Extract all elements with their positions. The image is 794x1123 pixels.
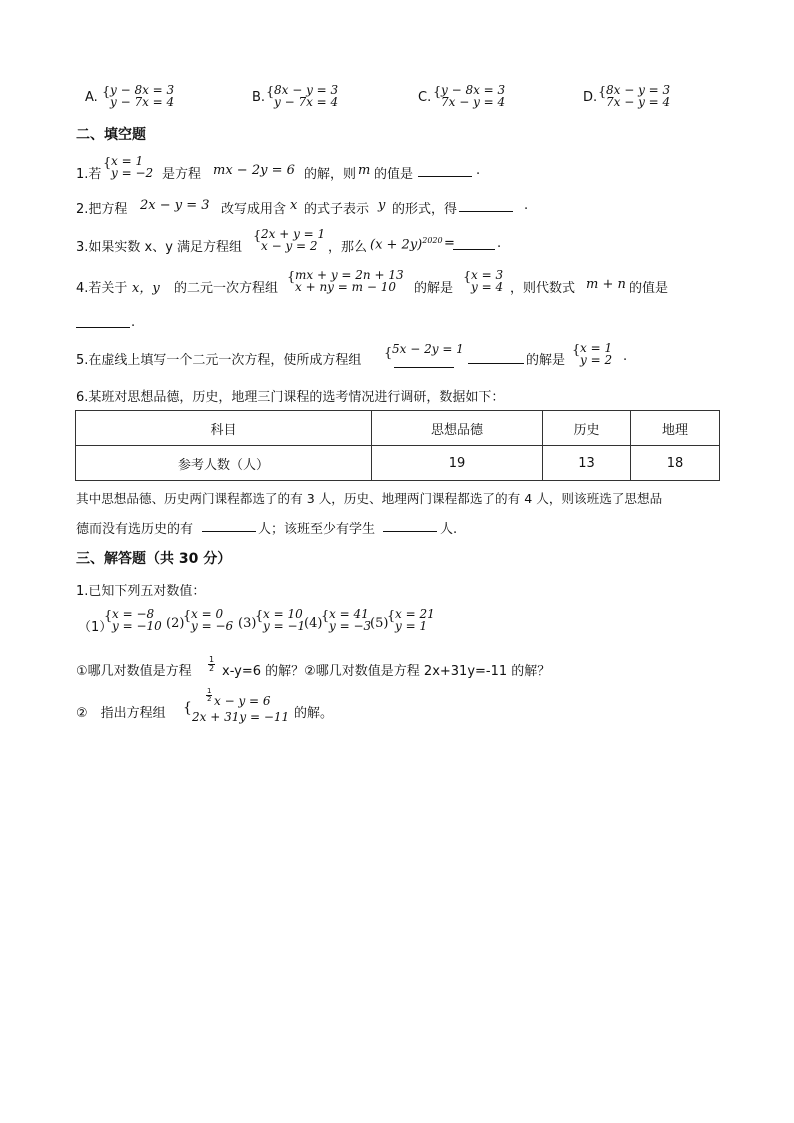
brace-icon: { — [102, 85, 111, 100]
brace-icon: { — [598, 85, 607, 100]
brace-icon: { — [384, 346, 393, 361]
brace-icon: { — [463, 270, 472, 285]
sub-question-2: ② 指出方程组 { $\frac{1}{2}$ x − y = 6 2x + 31y = −11 的解。 — [76, 687, 334, 724]
brace-icon: { — [266, 85, 275, 100]
pair-1: { x = −8 y = −10 — [104, 607, 162, 633]
brace-icon: { — [387, 609, 396, 624]
table-cell: 参考人数（人） — [76, 446, 372, 481]
option-c-system: { y − 8x = 3 7x − y = 4 — [433, 83, 506, 109]
brace-icon: { — [183, 700, 192, 716]
pair-3: { x = 10 y = −1 — [255, 607, 306, 633]
option-a-system: { y − 8x = 3 y − 7x = 4 — [102, 83, 175, 109]
section-heading-fill-in: 二、填空题 — [76, 127, 146, 143]
brace-icon: { — [255, 609, 264, 624]
q4-system: { mx + y = 2n + 13 x + ny = m − 10 — [287, 268, 404, 294]
brace-icon: { — [253, 229, 262, 244]
option-b-system: { 8x − y = 3 y − 7x = 4 — [266, 83, 339, 109]
brace-icon: { — [183, 609, 192, 624]
question-2-6: 6.某班对思想品德，历史，地理三门课程的选考情况进行调研，数据如下： — [76, 390, 505, 405]
pair-5: { x = 21 y = 1 — [387, 607, 435, 633]
option-a-letter: A. — [85, 90, 98, 105]
answer-blank[interactable] — [76, 314, 130, 328]
question-2-6-text-1: 其中思想品德、历史两门课程都选了的有 3 人，历史、地理两门课程都选了的有 4 人，则该班选了思想品 — [76, 491, 663, 506]
pair-2: { x = 0 y = −6 — [183, 607, 234, 633]
answer-blank[interactable] — [459, 198, 513, 212]
question-2-2: 2.把方程 2x − y = 3 改写成用含 x 的式子表示 y 的形式，得 . — [76, 198, 529, 217]
pair-4: { x = 41 y = −3 — [321, 607, 372, 633]
table-cell: 18 — [631, 446, 720, 481]
answer-blank[interactable] — [418, 163, 472, 177]
brace-icon: { — [103, 156, 112, 171]
question-2-1: 1.若 { x = 1 y = −2 是方程 mx − 2y = 6 的解，则 m 的值是 . — [76, 154, 481, 182]
brace-icon: { — [433, 85, 442, 100]
answer-blank[interactable] — [468, 350, 524, 364]
answer-blank[interactable] — [202, 518, 256, 532]
question-2-6-text-2: 德而没有选历史的有 人；该班至少有学生 人. — [76, 518, 716, 536]
table-cell: 19 — [372, 446, 543, 481]
fraction: $\frac{1}{2}$ — [209, 655, 215, 673]
table-cell: 思想品德 — [372, 411, 543, 446]
fraction: $\frac{1}{2}$ — [207, 687, 212, 703]
sub-question-1: ①哪几对数值是方程 $\frac{1}{2}$ x-y=6 的解？②哪几对数值是方程 2x+31y=-11 的解？ — [76, 655, 551, 679]
option-c-letter: C. — [418, 90, 432, 105]
brace-icon: { — [321, 609, 330, 624]
option-d-letter: D. — [583, 90, 598, 105]
brace-icon: { — [287, 270, 296, 285]
answer-blank-dashed[interactable] — [394, 354, 454, 368]
table-cell: 科目 — [76, 411, 372, 446]
brace-icon: { — [104, 609, 113, 624]
value-pairs: （1） { x = −8 y = −10 (2) { x = 0 y = −6 (3) { x = 10 y = −1 (4) { x = 41 y = −3 (5) { x = 21 y = 1 — [78, 607, 435, 635]
question-3-1: 1.已知下列五对数值： — [76, 584, 206, 599]
q1-system: { x = 1 y = −2 — [103, 154, 154, 180]
survey-table — [75, 410, 720, 481]
q3-expression: $(x + 2y)^{2020}$ — [370, 236, 443, 253]
table-row — [76, 446, 720, 481]
question-2-4: 4.若关于 x，y 的二元一次方程组 { mx + y = 2n + 13 x + ny = m − 10 的解是 { x = 3 y = 4 ，则代数式 m + n 的值是 — [76, 268, 669, 296]
answer-blank[interactable] — [383, 518, 437, 532]
brace-icon: { — [572, 343, 581, 358]
option-b-letter: B. — [252, 90, 266, 105]
table-cell: 地理 — [631, 411, 720, 446]
option-d-system: { 8x − y = 3 7x − y = 4 — [598, 83, 671, 109]
answer-blank[interactable] — [453, 236, 495, 250]
table-header-row — [76, 411, 720, 446]
document-page: A. { y − 8x = 3 y − 7x = 4 B. { 8x − y = 3 y − 7x = 4 C. { y − 8x = 3 7x − y = 4 D. { 8x − y = 3 7x − y = 4 二、填空题 1.若 { x = 1 y = −2 是方程 mx − 2y = 6 的解，则 m 的值是 . 2.把方程 2x − y = 3 改写成用含 x 的式子表示 y 的形式，得 . 3.如果实数 x、y 满足方程组 { 2x + y = 1 x − y = 2 ，那么 $(x + 2y)^{2020}$ = . 4.若关于 x，y 的二元一次方程组 { mx + y = 2n + 13 x + ny = m − 10 的解是 { x = 3 y = 4 ，则代数式 m + n 的值是 . 5.在虚线上填写一个二元一次方程，使所成方程组 { 5x − 2y = 1 的解是 { x = 1 y = 2 . 6.某班对思想品德，历史，地理三门课程的选考情况进行调研，数据如下： 科目 思想品德 历史 地理 参考人数（人） 19 13 18 其中思想品德、历史两门课程都选了的有 3 人，历史、地理两门课程都选了的有 4 人，则该班选了思想品 德而没有选历史的有 人；该班至少有学生 人. 三、解答题（共 30 分） 1.已知下列五对数值： （1） { x = −8 y = −10 (2) { x = 0 y = −6 (3) { x = 10 y = −1 (4) { x = 41 y = −3 (5) { x = 21 y = 1 ①哪几对数值是方程 $\frac{1}{2}$ x-y=6 的解？②哪几对数值是方程 2x+31y=-11 的解？ ② 指出方程组 { $\frac{1}{2}$ x − y = 6 2x + 31y = −11 的解。 — [0, 0, 794, 1123]
section-heading-solve: 三、解答题（共 30 分） — [76, 551, 232, 567]
question-2-5: 5.在虚线上填写一个二元一次方程，使所成方程组 { 5x − 2y = 1 的解是 { x = 1 y = 2 . — [76, 341, 628, 368]
q3-system: { 2x + y = 1 x − y = 2 — [253, 227, 326, 253]
table-cell: 13 — [543, 446, 631, 481]
table-cell: 历史 — [543, 411, 631, 446]
question-2-3: 3.如果实数 x、y 满足方程组 { 2x + y = 1 x − y = 2 ，那么 $(x + 2y)^{2020}$ = . — [76, 227, 502, 255]
q5-solution: { x = 1 y = 2 — [572, 341, 613, 367]
q4-solution: { x = 3 y = 4 — [463, 268, 504, 294]
